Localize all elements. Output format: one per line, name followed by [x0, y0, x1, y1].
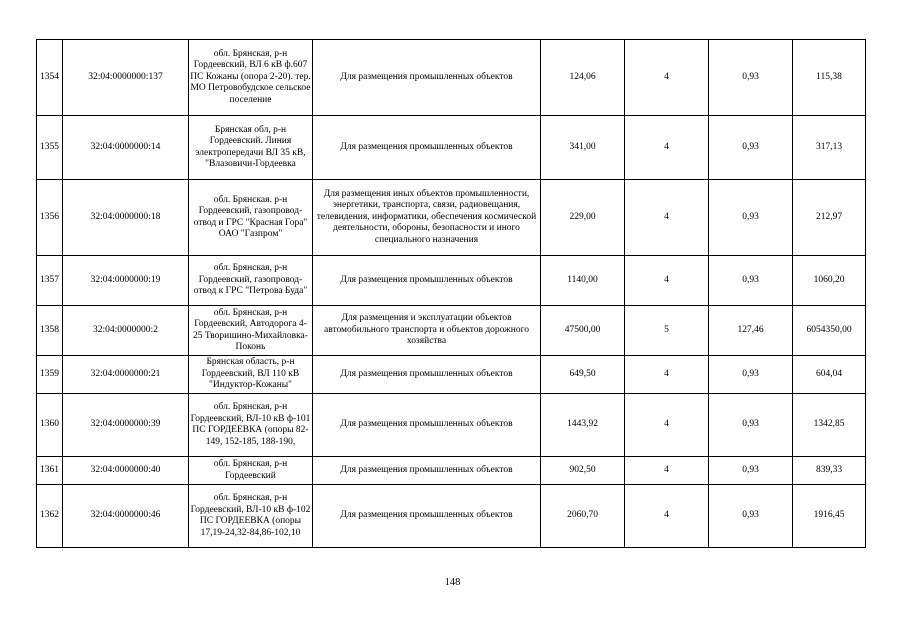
- table-row: [37, 485, 866, 548]
- table-row: [37, 394, 866, 457]
- row-number-cell: 1360: [37, 394, 63, 457]
- rate-cell: 0,93: [709, 180, 793, 256]
- purpose-cell: Для размещения иных объектов промышленности, энергетики, транспорта, связи, радиовещания, телевидения, информатики, обеспечения космической деятельности, обороны, безопасности и иного специального назначения: [313, 180, 541, 256]
- category-cell: 4: [625, 256, 709, 306]
- table-row: [37, 306, 866, 356]
- address-cell: обл. Брянская, р-н Гордеевский: [189, 457, 313, 485]
- amount-cell: 1916,45: [793, 485, 866, 548]
- cadastral-number-cell: 32:04:0000000:40: [63, 457, 189, 485]
- amount-cell: 839,33: [793, 457, 866, 485]
- table-row: [37, 457, 866, 485]
- table-row: [37, 256, 866, 306]
- row-number-cell: 1354: [37, 40, 63, 116]
- address-cell: обл. Брянская, р-н Гордеевский, газопровод-отвод к ГРС "Петрова Буда": [189, 256, 313, 306]
- purpose-cell: Для размещения промышленных объектов: [313, 394, 541, 457]
- category-cell: 4: [625, 457, 709, 485]
- rate-cell: 0,93: [709, 256, 793, 306]
- cadastral-number-cell: 32:04:0000000:21: [63, 356, 189, 394]
- row-number-cell: 1359: [37, 356, 63, 394]
- purpose-cell: Для размещения промышленных объектов: [313, 116, 541, 180]
- amount-cell: 212,97: [793, 180, 866, 256]
- purpose-cell: Для размещения промышленных объектов: [313, 40, 541, 116]
- rate-cell: 0,93: [709, 356, 793, 394]
- cadastral-number-cell: 32:04:0000000:19: [63, 256, 189, 306]
- table-body: [37, 40, 866, 548]
- purpose-cell: Для размещения промышленных объектов: [313, 256, 541, 306]
- row-number-cell: 1362: [37, 485, 63, 548]
- land-plots-table: [36, 39, 866, 548]
- address-cell: обл. Брянская, р-н Гордеевский, ВЛ 6 кВ ф.607 ПС Кожаны (опора 2-20). тер. МО Петровобудское сельское поселение: [189, 40, 313, 116]
- amount-cell: 1060,20: [793, 256, 866, 306]
- purpose-cell: Для размещения промышленных объектов: [313, 356, 541, 394]
- area-cell: 649,50: [541, 356, 625, 394]
- cadastral-number-cell: 32:04:0000000:46: [63, 485, 189, 548]
- address-cell: Брянская обл, р-н Гордеевский. Линия электропередачи ВЛ 35 кВ, "Влазовичи-Гордеевка: [189, 116, 313, 180]
- area-cell: 229,00: [541, 180, 625, 256]
- area-cell: 1140,00: [541, 256, 625, 306]
- rate-cell: 127,46: [709, 306, 793, 356]
- row-number-cell: 1355: [37, 116, 63, 180]
- area-cell: 47500,00: [541, 306, 625, 356]
- purpose-cell: Для размещения промышленных объектов: [313, 485, 541, 548]
- rate-cell: 0,93: [709, 116, 793, 180]
- area-cell: 902,50: [541, 457, 625, 485]
- purpose-cell: Для размещения и эксплуатации объектов автомобильного транспорта и объектов дорожного хозяйства: [313, 306, 541, 356]
- row-number-cell: 1358: [37, 306, 63, 356]
- category-cell: 4: [625, 180, 709, 256]
- address-cell: Брянская область, р-н Гордеевский, ВЛ 110 кВ "Индуктор-Кожаны": [189, 356, 313, 394]
- cadastral-number-cell: 32:04:0000000:137: [63, 40, 189, 116]
- category-cell: 4: [625, 394, 709, 457]
- purpose-cell: Для размещения промышленных объектов: [313, 457, 541, 485]
- table-row: [37, 40, 866, 116]
- address-cell: обл. Брянская. р-н Гордеевский, газопровод-отвод и ГРС "Красная Гора" ОАО "Газпром": [189, 180, 313, 256]
- cadastral-number-cell: 32:04:0000000:18: [63, 180, 189, 256]
- area-cell: 124,06: [541, 40, 625, 116]
- category-cell: 4: [625, 485, 709, 548]
- rate-cell: 0,93: [709, 485, 793, 548]
- row-number-cell: 1361: [37, 457, 63, 485]
- amount-cell: 115,38: [793, 40, 866, 116]
- address-cell: обл. Брянская, р-н Гордеевский, ВЛ-10 кВ ф-102 ПС ГОРДЕЕВКА (опоры 17,19-24,32-84,86-102,10: [189, 485, 313, 548]
- cadastral-number-cell: 32:04:0000000:2: [63, 306, 189, 356]
- cadastral-number-cell: 32:04:0000000:14: [63, 116, 189, 180]
- row-number-cell: 1357: [37, 256, 63, 306]
- table-row: [37, 356, 866, 394]
- table-row: [37, 180, 866, 256]
- category-cell: 4: [625, 40, 709, 116]
- amount-cell: 604,04: [793, 356, 866, 394]
- area-cell: 2060,70: [541, 485, 625, 548]
- area-cell: 1443,92: [541, 394, 625, 457]
- amount-cell: 6054350,00: [793, 306, 866, 356]
- rate-cell: 0,93: [709, 40, 793, 116]
- address-cell: обл. Брянская, р-н Гордеевский, ВЛ-10 кВ ф-101 ПС ГОРДЕЕВКА (опоры 82-149, 152-185, 188-190,: [189, 394, 313, 457]
- rate-cell: 0,93: [709, 394, 793, 457]
- cadastral-number-cell: 32:04:0000000:39: [63, 394, 189, 457]
- table-row: [37, 116, 866, 180]
- rate-cell: 0,93: [709, 457, 793, 485]
- row-number-cell: 1356: [37, 180, 63, 256]
- page-number: 148: [444, 577, 461, 588]
- amount-cell: 1342,85: [793, 394, 866, 457]
- category-cell: 5: [625, 306, 709, 356]
- category-cell: 4: [625, 116, 709, 180]
- category-cell: 4: [625, 356, 709, 394]
- area-cell: 341,00: [541, 116, 625, 180]
- amount-cell: 317,13: [793, 116, 866, 180]
- address-cell: обл. Брянская, р-н Гордеевский, Автодорога 4-25 Творишино-Михайловка-Поконь: [189, 306, 313, 356]
